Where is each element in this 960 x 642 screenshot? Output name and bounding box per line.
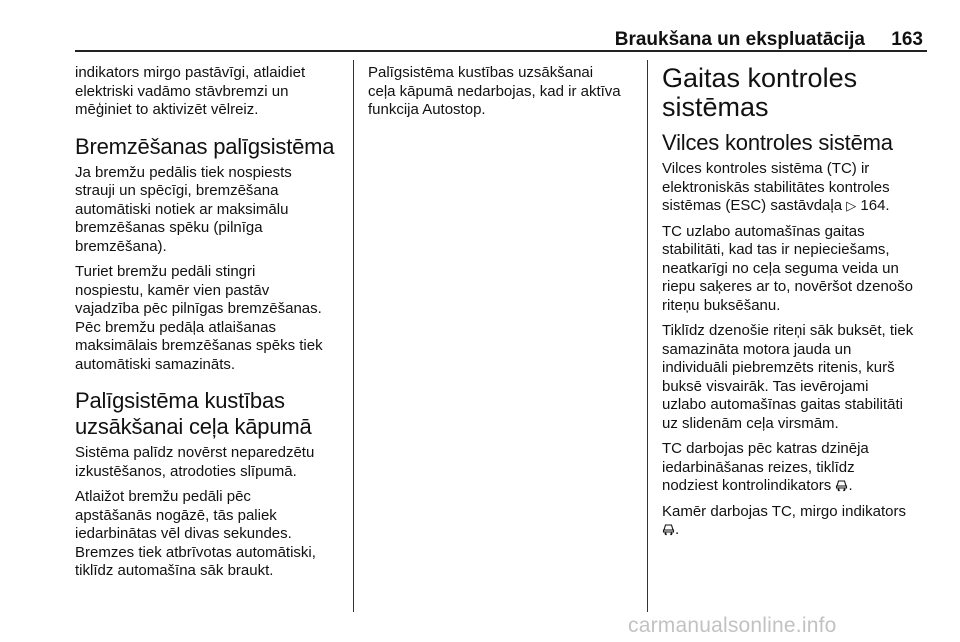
watermark-text: carmanualsonline.info (628, 614, 837, 637)
paragraph-text: TC darbojas pēc katras dzinēja iedarbināšanas reizes, tiklīdz nodziest kontrolindikators (662, 440, 869, 494)
paragraph-text: Vilces kontroles sistēma (TC) ir elektroniskās stabilitātes kontroles sistēmas (ESC) sastāvdaļa (662, 160, 890, 214)
paragraph: Tiklīdz dzenošie riteņi sāk buksēt, tiek samazināta motora jauda un individuāli piebremzēts ritenis, kurš buksē visvairāk. Tas ievērojami uzlabo automašīnas gaitas stabilitāti uz slidenām ceļa virsmām. (662, 322, 914, 432)
page-reference-arrow-icon: ▷ (846, 198, 857, 213)
paragraph-text: . (675, 521, 680, 538)
page-reference-text: 164. (856, 197, 890, 214)
paragraph: TC uzlabo automašīnas gaitas stabilitāti, kad tas ir nepieciešams, neatkarīgi no ceļa seguma veida un riepu saķeres ar to, novēršot dzenošo riteņu buksēšanu. (662, 222, 913, 314)
traction-control-icon (662, 522, 675, 536)
section-heading: Bremzēšanas palīgsistēma (75, 133, 335, 159)
chapter-heading: Gaitas kontroles sistēmas (662, 63, 858, 122)
column-divider (647, 60, 648, 612)
paragraph (662, 503, 932, 540)
column-divider (353, 60, 354, 612)
section-heading: Vilces kontroles sistēma (662, 130, 893, 155)
paragraph-text: Kamēr darbojas TC, mirgo indikators (662, 502, 906, 520)
paragraph: Sistēma palīdz novērst neparedzētu izkustēšanos, atrodoties slīpumā. (75, 444, 315, 480)
section-heading: Palīgsistēma kustības uzsākšanai ceļa kāpumā (75, 388, 312, 439)
paragraph: indikators mirgo pastāvīgi, atlaidiet elektriski vadāmo stāvbremzi un mēģiniet to aktivizēt vēlreiz. (75, 64, 306, 118)
traction-control-icon (835, 478, 848, 492)
paragraph: Turiet bremžu pedāli stingri nospiestu, kamēr vien pastāv vajadzība pēc pilnīgas bremzēšanas. Pēc bremžu pedāļa atlaišanas maksimālais bremzēšanas spēks tiek automātiski samazināts. (75, 263, 323, 373)
column-middle (368, 64, 638, 127)
page-header (75, 24, 927, 52)
paragraph: Palīgsistēma kustības uzsākšanai ceļa kāpumā nedarbojas, kad ir aktīva funkcija Autostop. (368, 64, 621, 118)
running-title: Braukšana un ekspluatācija (614, 29, 865, 50)
paragraph-text: . (848, 477, 853, 494)
paragraph (662, 160, 932, 216)
paragraph: Ja bremžu pedālis tiek nospiests strauji un spēcīgi, bremzēšana automātiski notiek ar maksimālu bremzēšanas spēku (pilnīga bremzēšana). (75, 163, 292, 255)
paragraph: Atlaižot bremžu pedāli pēc apstāšanās nogāzē, tās paliek iedarbinātas vēl divas sekundes. Bremzes tiek atbrīvotas automātiski, tiklīdz automašīna sāk braukt. (75, 488, 316, 579)
paragraph (662, 440, 932, 496)
column-right (662, 64, 932, 547)
page-number: 163 (891, 29, 923, 50)
column-left (75, 64, 353, 588)
